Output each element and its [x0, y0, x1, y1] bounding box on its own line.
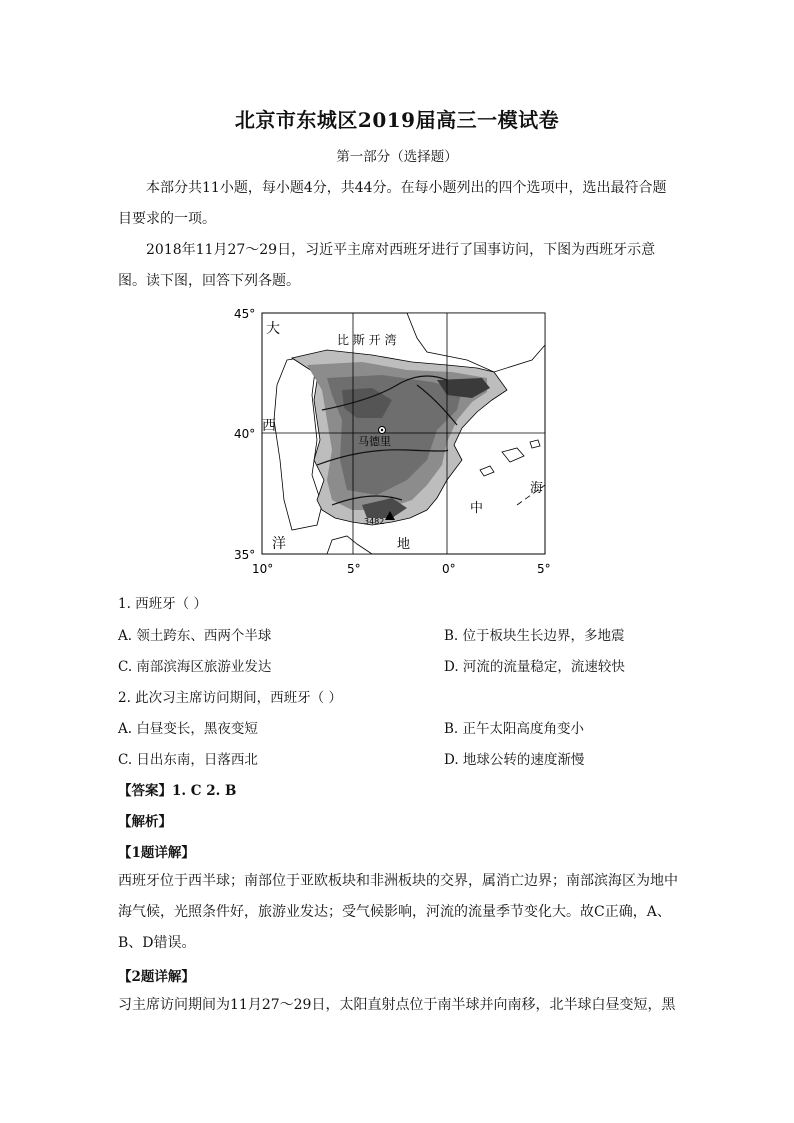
answer-line: 【答案】1. C 2. B [118, 783, 237, 799]
section-heading: 第一部分（选择题） [336, 149, 458, 165]
page-title: 北京市东城区2019届高三一模试卷 [234, 108, 560, 132]
lon-label-5e: 5° [537, 562, 551, 576]
question-2-option-a: A. 白昼变长，黑夜变短 [118, 721, 258, 737]
question-2-option-b: B. 正午太阳高度角变小 [444, 721, 585, 737]
question-1-option-a: A. 领土跨东、西两个半球 [118, 628, 272, 644]
question-2-stem: 2. 此次习主席访问期间，西班牙（ ） [118, 690, 342, 706]
question-2-option-c: C. 日出东南，日落西北 [118, 752, 258, 768]
label-zhong: 中 [470, 501, 484, 516]
label-di: 地 [397, 537, 411, 552]
lat-label-45: 45° [234, 307, 256, 321]
lon-label-10w: 10° [252, 562, 274, 576]
label-xi: 西 [262, 418, 276, 434]
analysis-heading: 【解析】 [118, 814, 172, 830]
q2-detail-text: 习主席访问期间为11月27～29日，太阳直射点位于南半球并向南移，北半球白昼变短，黑 [118, 997, 676, 1013]
q2-detail-heading: 【2题详解】 [118, 969, 195, 985]
spain-map [232, 300, 562, 580]
label-da: 大 [266, 321, 280, 337]
lon-label-5w: 5° [347, 562, 361, 576]
question-1-option-c: C. 南部滨海区旅游业发达 [118, 659, 272, 675]
label-biscay: 比 斯 开 湾 [337, 333, 397, 347]
label-peak: 3482 [364, 517, 385, 526]
label-yang: 洋 [272, 536, 286, 552]
question-context-paragraph: 2018年11月27～29日，习近平主席对西班牙进行了国事访问，下图为西班牙示意图。读下图，回答下列各题。 [118, 242, 656, 289]
question-1-stem: 1. 西班牙（ ） [118, 596, 207, 612]
question-1-option-b: B. 位于板块生长边界，多地震 [444, 628, 625, 644]
label-hai: 海 [530, 481, 544, 496]
q1-detail-text: 西班牙位于西半球；南部位于亚欧板块和非洲板块的交界，属消亡边界；南部滨海区为地中海气候，光照条件好，旅游业发达；受气候影响，河流的流量季节变化大。故C正确，A、B、D错误。 [118, 873, 678, 951]
question-1-option-d: D. 河流的流量稳定，流速较快 [444, 659, 625, 675]
q1-detail-heading: 【1题详解】 [118, 845, 195, 861]
spain-map-figure [232, 300, 562, 580]
instructions-paragraph: 本部分共11小题，每小题4分，共44分。在每小题列出的四个选项中，选出最符合题目要求的一项。 [118, 180, 667, 227]
lat-label-35: 35° [234, 548, 256, 562]
label-madrid: 马德里 [358, 435, 391, 448]
lat-label-40: 40° [234, 427, 256, 441]
lon-label-0: 0° [442, 562, 456, 576]
question-2-option-d: D. 地球公转的速度渐慢 [444, 752, 585, 768]
